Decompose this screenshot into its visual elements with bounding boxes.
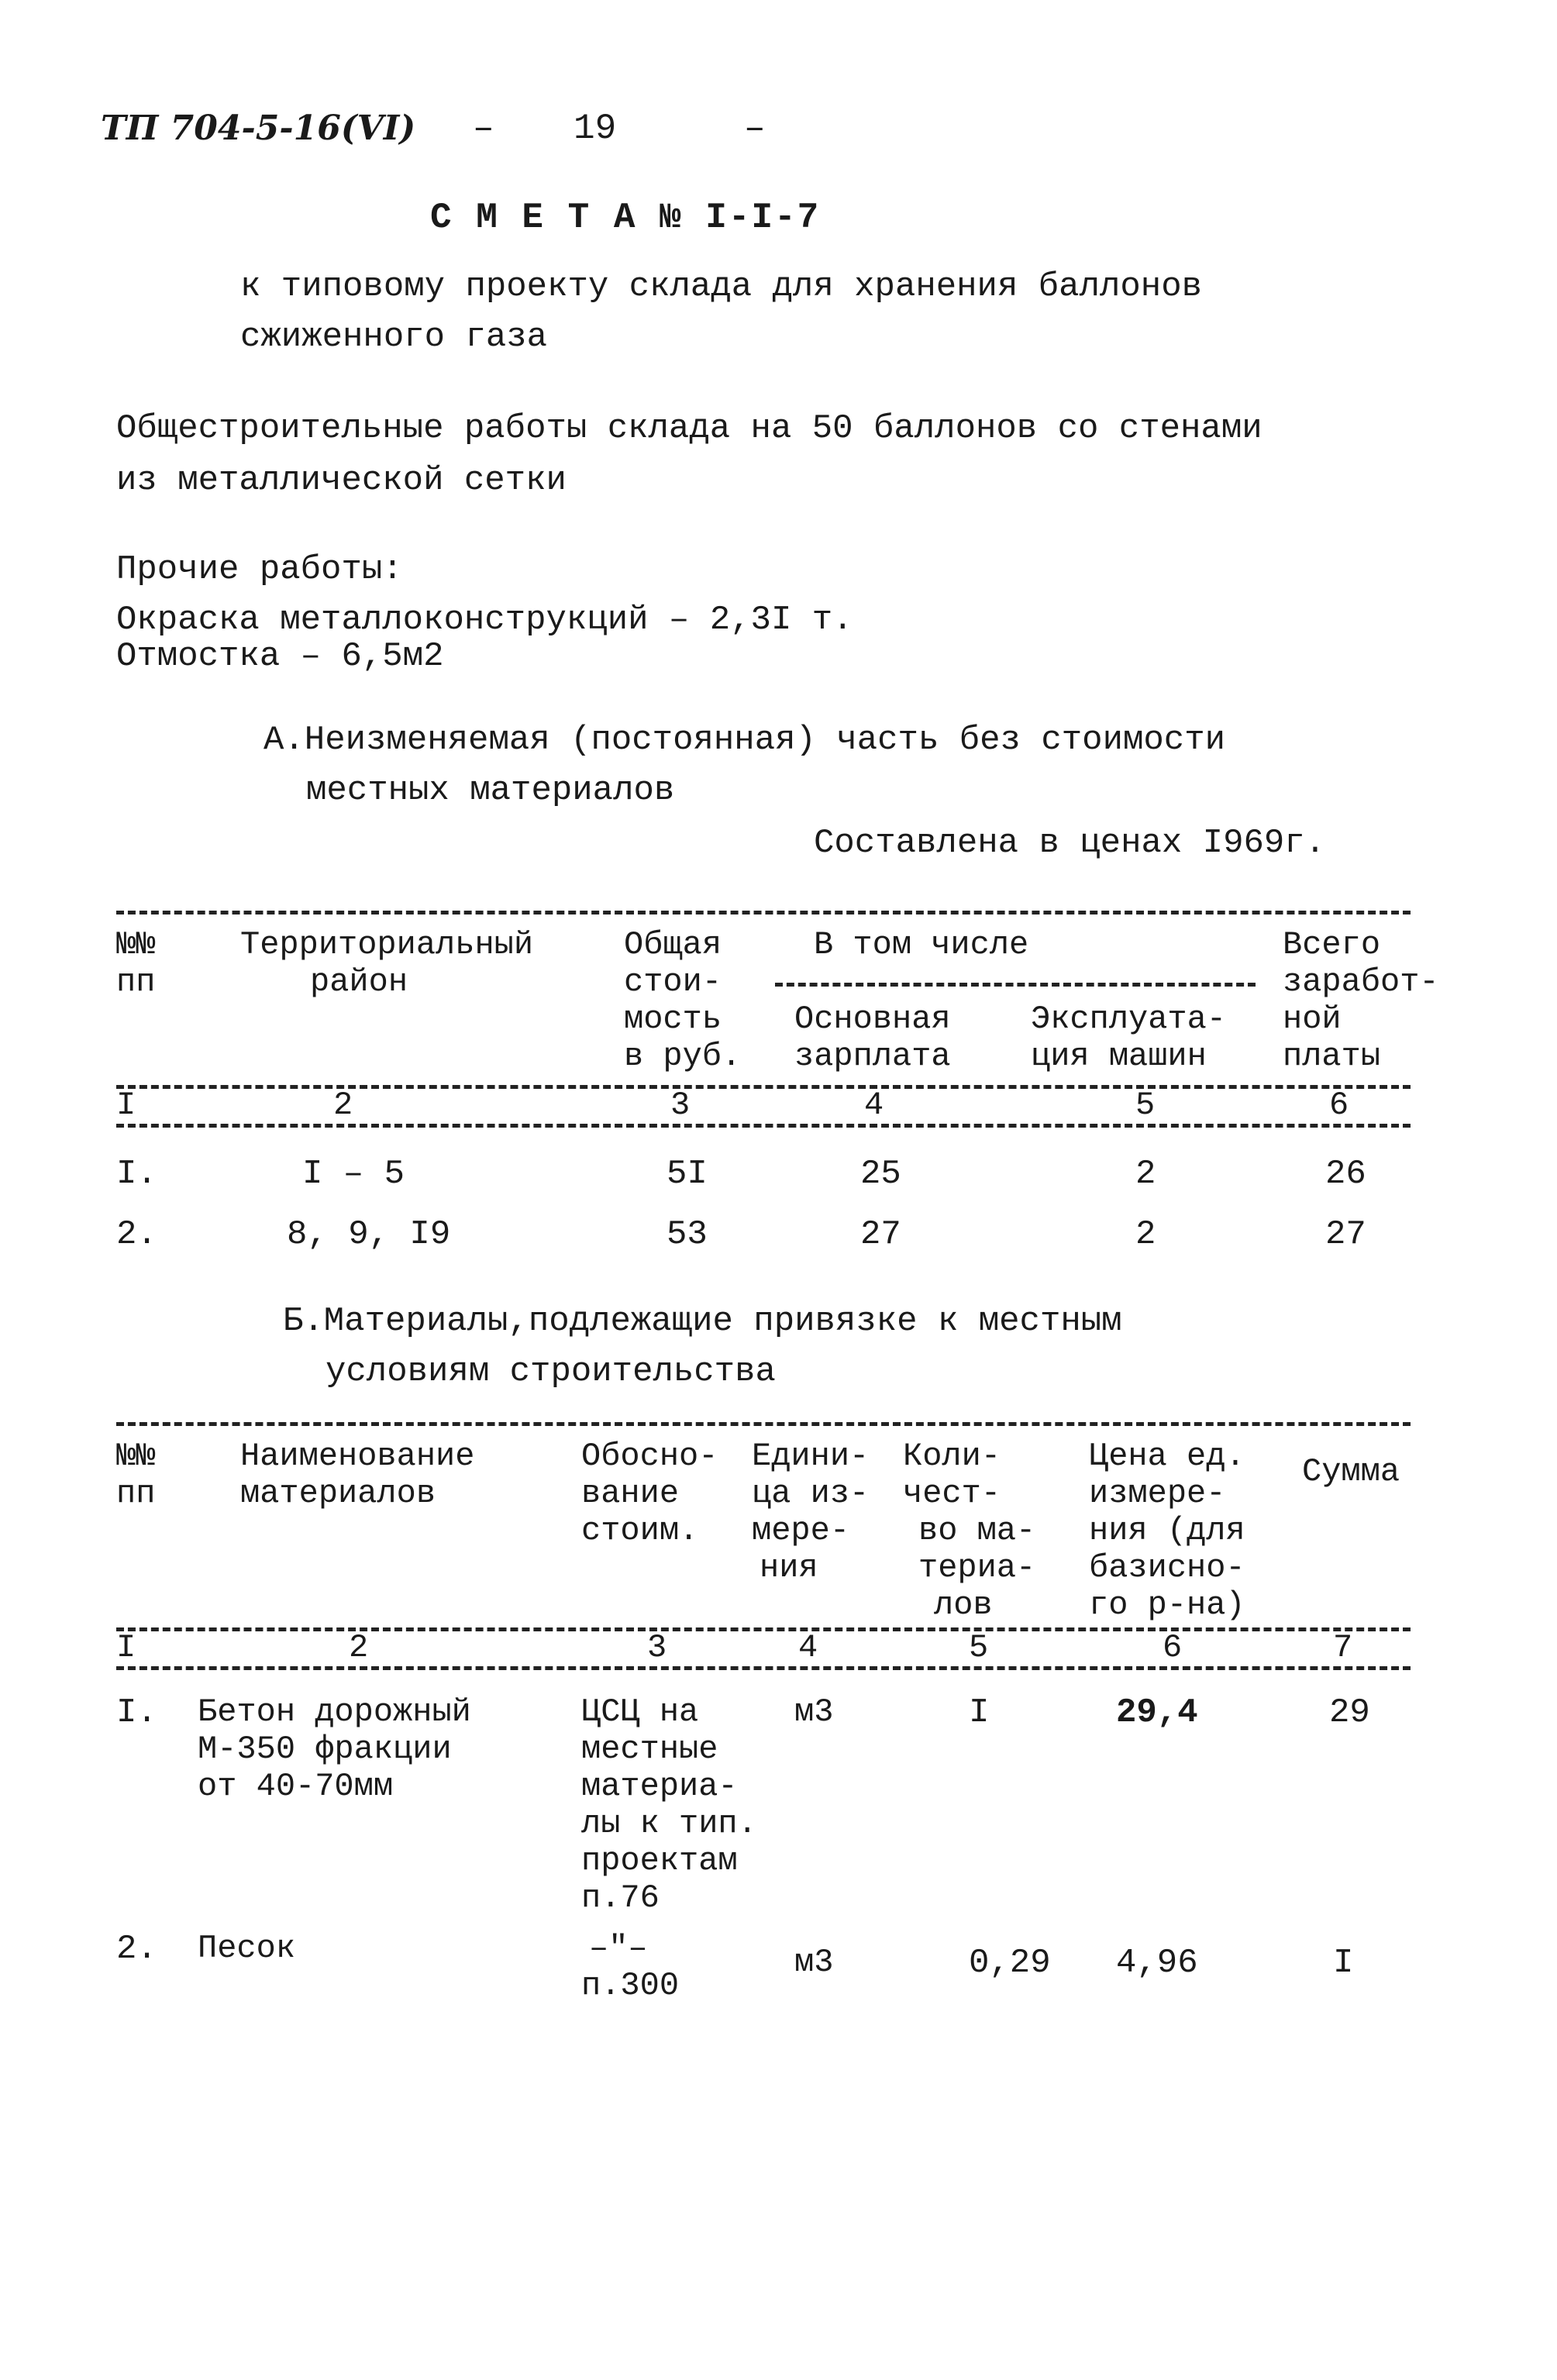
col-number: 6 [1329,1087,1349,1124]
row-total-salary: 26 [1325,1155,1366,1193]
col-machines-header-1: Эксплуата- [1031,1001,1227,1038]
row-basis-line: лы к тип. [581,1805,757,1842]
row-machines: 2 [1135,1215,1156,1254]
col-qty-header-5: лов [934,1586,993,1624]
row-name-line: Бетон дорожный [198,1693,471,1731]
doc-code: ТП 704-5-16(VI) [101,108,416,148]
col-total-header-4: в руб. [624,1038,742,1075]
row-unit: м3 [794,1693,834,1731]
col-number: 2 [333,1087,353,1124]
row-num: I. [116,1155,157,1193]
subtitle-line1: Общестроительные работы склада на 50 баллонов со стенами [116,409,1262,448]
col-number: 4 [798,1629,818,1666]
row-name-line: от 40-70мм [198,1768,394,1805]
col-salary-header-1: Основная [794,1001,951,1038]
col-name-header-2: материалов [240,1475,436,1512]
row-price: 29,4 [1116,1693,1198,1732]
col-number: 2 [349,1629,369,1666]
col-basis-header-3: стоим. [581,1512,699,1549]
section-a-prices-note: Составлена в ценах I969г. [814,824,1326,863]
row-salary: 27 [860,1215,901,1254]
col-number: 4 [864,1087,884,1124]
row-basis-line: ЦСЦ на [581,1693,699,1731]
row-num: 2. [116,1215,157,1254]
col-basis-header-2: вание [581,1475,680,1512]
col-number: 7 [1333,1629,1353,1666]
col-price-header-4: базисно- [1089,1549,1245,1586]
col-total-header-3: мость [624,1001,722,1038]
col-qty-header-2: чест- [903,1475,1001,1512]
col-total-salary-header-2: заработ- [1283,963,1439,1001]
doc-title-line3: сжиженного газа [240,318,548,356]
row-price: 4,96 [1116,1944,1198,1982]
dash-right: – [744,108,766,149]
row-total: 5I [667,1155,708,1193]
row-machines: 2 [1135,1155,1156,1193]
row-num: 2. [116,1930,157,1968]
col-num-header-1: №№ [116,1438,156,1475]
row-qty: I [969,1693,990,1732]
section-a-title-line2: местных материалов [306,771,675,810]
table-a-number-rule [116,1124,1411,1128]
row-num: I. [116,1693,157,1732]
table-b-number-rule [116,1666,1411,1670]
row-region: 8, 9, I9 [287,1215,451,1254]
col-price-header-3: ния (для [1089,1512,1245,1549]
table-a-header-rule [116,1085,1411,1089]
col-basis-header-1: Обосно- [581,1438,718,1475]
col-sum-header: Сумма [1302,1453,1400,1490]
col-unit-header-1: Едини- [752,1438,870,1475]
subtitle-line2: из металлической сетки [116,461,567,500]
row-basis-line: местные [581,1731,718,1768]
col-region-header-1: Территориальный [240,926,534,963]
row-region: I – 5 [302,1155,405,1193]
col-number: I [116,1629,136,1666]
col-price-header-1: Цена ед. [1089,1438,1245,1475]
other-works-heading: Прочие работы: [116,550,403,589]
col-number: 6 [1163,1629,1183,1666]
other-works-item-1: Окраска металлоконструкций – 2,3I т. [116,601,853,639]
other-works-item-2: Отмостка – 6,5м2 [116,637,444,676]
col-num-header-2: пп [116,963,156,1001]
col-qty-header-1: Коли- [903,1438,1001,1475]
col-num-header-1: №№ [116,926,156,963]
dash-left: – [473,108,494,149]
col-total-header-2: стои- [624,963,722,1001]
col-region-header-2: район [310,963,408,1001]
col-qty-header-4: териа- [918,1549,1036,1586]
section-b-title-line2: условиям строительства [326,1352,776,1391]
section-b-title: Б.Материалы,подлежащие привязке к местным [283,1302,1122,1341]
row-name-line: Песок [198,1930,296,1967]
row-basis-line: проектам [581,1842,738,1879]
col-total-salary-header-3: ной [1283,1001,1342,1038]
row-sum: I [1333,1944,1354,1982]
col-salary-header-2: зарплата [794,1038,951,1075]
row-total-salary: 27 [1325,1215,1366,1254]
col-unit-header-4: ния [760,1549,818,1586]
row-salary: 25 [860,1155,901,1193]
doc-title: С М Е Т А № I-I-7 [430,198,821,238]
col-number: 5 [969,1629,989,1666]
col-qty-header-3: во ма- [918,1512,1036,1549]
page-number: 19 [574,108,617,149]
table-a-top-rule [116,911,1411,914]
table-b-top-rule [116,1422,1411,1426]
section-a-title: А.Неизменяемая (постоянная) часть без стоимости [264,721,1226,759]
col-unit-header-3: мере- [752,1512,850,1549]
col-number: 3 [670,1087,691,1124]
row-basis-line: п.300 [581,1967,680,2004]
doc-title-line2: к типовому проекту склада для хранения баллонов [240,267,1203,306]
col-machines-header-2: ция машин [1031,1038,1207,1075]
table-b-header-rule [116,1627,1411,1631]
row-basis-line: –"– [589,1930,648,1967]
col-number: I [116,1087,136,1124]
col-name-header-1: Наименование [240,1438,475,1475]
row-total: 53 [667,1215,708,1254]
row-qty: 0,29 [969,1944,1051,1982]
col-number: 3 [647,1629,667,1666]
col-price-header-5: го р-на) [1089,1586,1245,1624]
col-total-salary-header-4: платы [1283,1038,1381,1075]
col-price-header-2: измере- [1089,1475,1226,1512]
col-number: 5 [1135,1087,1156,1124]
row-basis-line: материа- [581,1768,738,1805]
col-total-header-1: Общая [624,926,722,963]
row-sum: 29 [1329,1693,1370,1732]
including-subrule [775,983,1256,987]
row-name-line: М-350 фракции [198,1731,452,1768]
row-basis-line: п.76 [581,1879,660,1917]
col-total-salary-header-1: Всего [1283,926,1381,963]
row-unit: м3 [794,1944,834,1981]
col-num-header-2: пп [116,1475,156,1512]
col-unit-header-2: ца из- [752,1475,870,1512]
col-including-header: В том числе [814,926,1029,963]
